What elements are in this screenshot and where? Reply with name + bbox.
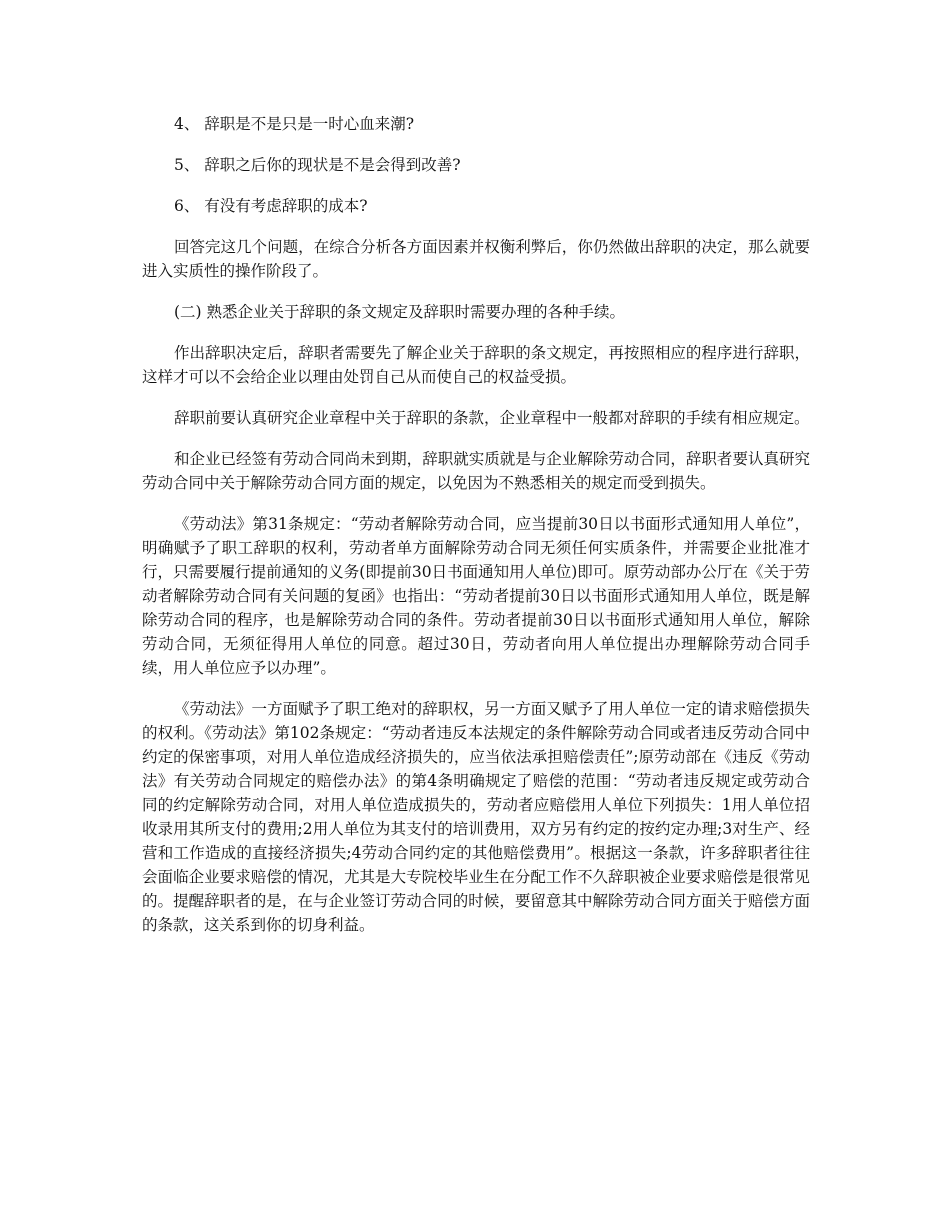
paragraph-procedure: 作出辞职决定后，辞职者需要先了解企业关于辞职的条文规定，再按照相应的程序进行辞职，这样才可以不会给企业以理由处罚自己从而使自己的权益受损。 <box>142 344 810 386</box>
list-item-6: 6、 有没有考虑辞职的成本? <box>174 197 368 215</box>
document-body <box>142 112 810 954</box>
list-item-5: 5、 辞职之后你的现状是不是会得到改善? <box>174 156 461 174</box>
paragraph-labor-law-102: 《劳动法》一方面赋予了职工绝对的辞职权，另一方面又赋予了用人单位一定的请求赔偿损失的权利。《劳动法》第102条规定：“劳动者违反本法规定的条件解除劳动合同或者违反劳动合同中约定的保密事项，对用人单位造成经济损失的，应当依法承担赔偿责任”;原劳动部在《违反《劳动法》有关劳动合同规定的赔偿办法》的第4条明确规定了赔偿的范围：“劳动者违反规定或劳动合同的约定解除劳动合同，对用人单位造成损失的，劳动者应赔偿用人单位下列损失：1用人单位招收录用其所支付的费用;2用人单位为其支付的培训费用，双方另有约定的按约定办理;3对生产、经营和工作造成的直接经济损失;4劳动合同约定的其他赔偿费用”。根据这一条款，许多辞职者往往会面临企业要求赔偿的情况，尤其是大专院校毕业生在分配工作不久辞职被企业要求赔偿是很常见的。提醒辞职者的是，在与企业签订劳动合同的时候，要留意其中解除劳动合同方面关于赔偿方面的条款，这关系到你的切身利益。 <box>142 700 810 934</box>
list-item-4: 4、 辞职是不是只是一时心血来潮? <box>174 115 415 133</box>
paragraph-contract: 和企业已经签有劳动合同尚未到期，辞职就实质就是与企业解除劳动合同，辞职者要认真研究劳动合同中关于解除劳动合同方面的规定，以免因为不熟悉相关的规定而受到损失。 <box>142 450 810 492</box>
paragraph-charter: 辞职前要认真研究企业章程中关于辞职的条款，企业章程中一般都对辞职的手续有相应规定。 <box>174 409 810 427</box>
paragraph-labor-law-31: 《劳动法》第31条规定：“劳动者解除劳动合同，应当提前30日以书面形式通知用人单位”，明确赋予了职工辞职的权利，劳动者单方面解除劳动合同无须任何实质条件，并需要企业批准才行，只需要履行提前通知的义务(即提前30日书面通知用人单位)即可。原劳动部办公厅在《关于劳动者解除劳动合同有关问题的复函》也指出：“劳动者提前30日以书面形式通知用人单位，既是解除劳动合同的程序，也是解除劳动合同的条件。劳动者提前30日以书面形式通知用人单位，解除劳动合同，无须征得用人单位的同意。超过30日，劳动者向用人单位提出办理解除劳动合同手续，用人单位应予以办理”。 <box>142 515 810 677</box>
section-heading: (二) 熟悉企业关于辞职的条文规定及辞职时需要办理的各种手续。 <box>174 303 626 321</box>
paragraph-decision: 回答完这几个问题，在综合分析各方面因素并权衡利弊后，你仍然做出辞职的决定，那么就要进入实质性的操作阶段了。 <box>142 238 810 280</box>
